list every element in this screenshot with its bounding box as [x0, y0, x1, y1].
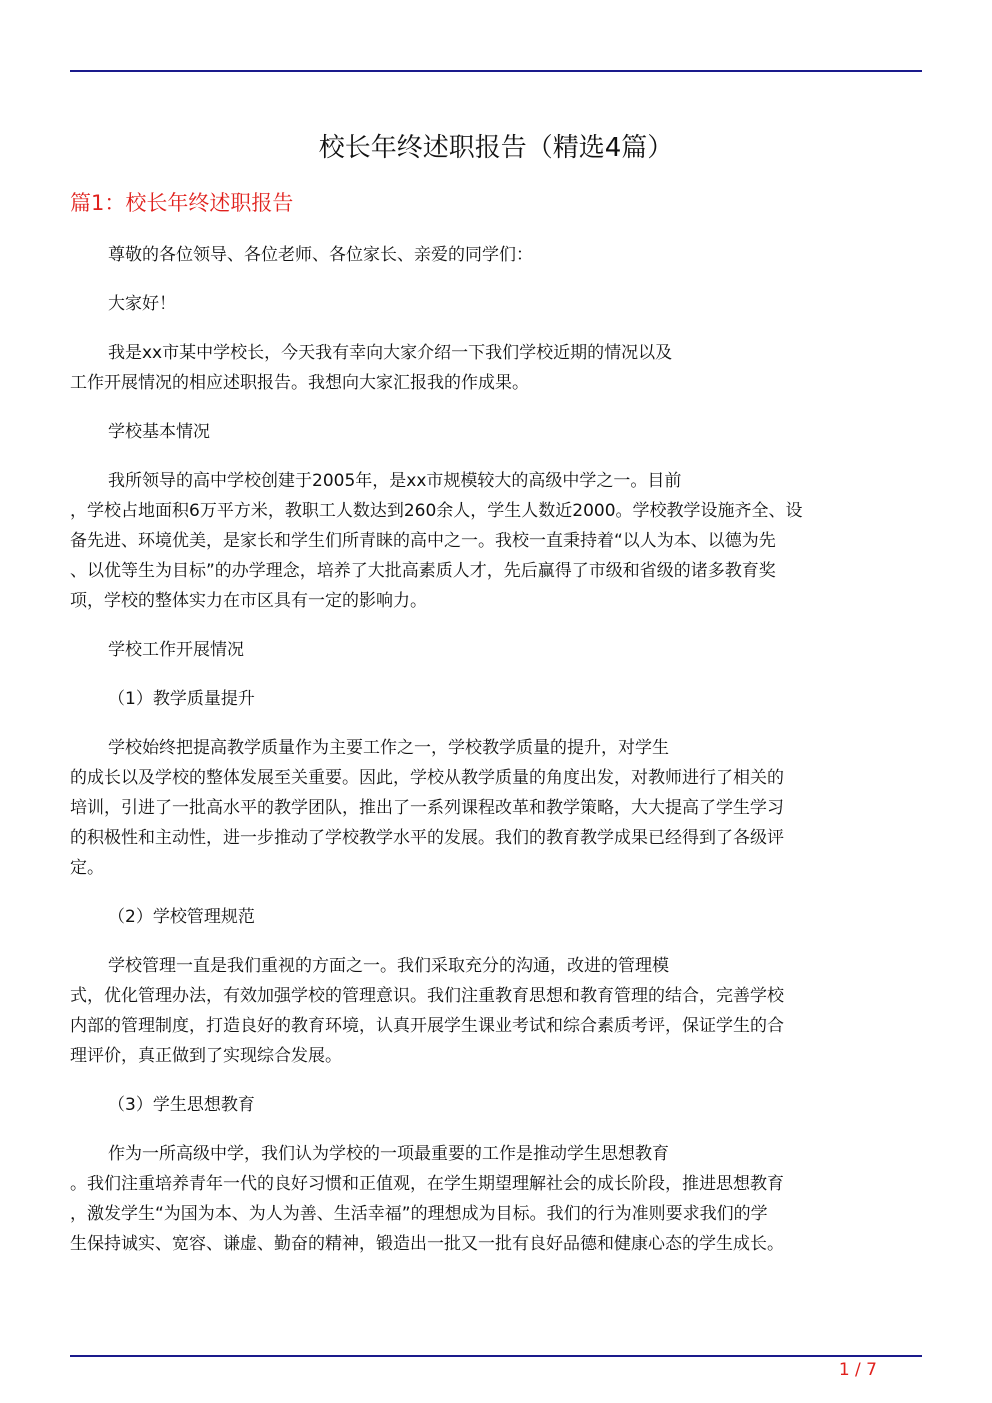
- paragraph-line: 式，优化管理办法，有效加强学校的管理意识。我们注重教育思想和教育管理的结合，完善学校: [70, 986, 784, 1006]
- paragraph-line: 尊敬的各位领导、各位老师、各位家长、亲爱的同学们：: [108, 245, 533, 265]
- paragraph-line: 工作开展情况的相应述职报告。我想向大家汇报我的作成果。: [70, 373, 529, 393]
- paragraph: [70, 1090, 912, 1120]
- paragraph-line: ，激发学生“为国为本、为人为善、生活幸福”的理想成为目标。我们的行为准则要求我们的学: [70, 1204, 768, 1224]
- paragraph-line: 大家好！: [108, 294, 176, 314]
- header-rule: [70, 70, 922, 72]
- paragraph: [70, 902, 912, 932]
- paragraph: [70, 417, 912, 447]
- footer-rule: [70, 1355, 922, 1357]
- paragraph: [70, 635, 912, 665]
- paragraph-line: 备先进、环境优美，是家长和学生们所青睐的高中之一。我校一直秉持着“以人为本、以德为先: [70, 531, 776, 551]
- paragraph-line: （1）教学质量提升: [108, 689, 255, 709]
- paragraph-line: 我所领导的高中学校创建于2005年，是xx市规模较大的高级中学之一。目前: [108, 471, 682, 491]
- paragraph-line: ，学校占地面积6万平方米，教职工人数达到260余人，学生人数近2000。学校教学设施齐全、设: [70, 501, 803, 521]
- document-body: [70, 240, 912, 1278]
- page-number: 1 / 7: [838, 1360, 877, 1380]
- paragraph: [70, 951, 912, 1071]
- paragraph-line: 。我们注重培养青年一代的良好习惯和正值观，在学生期望理解社会的成长阶段，推进思想教育: [70, 1174, 784, 1194]
- paragraph-line: 的成长以及学校的整体发展至关重要。因此，学校从教学质量的角度出发，对教师进行了相关的: [70, 768, 784, 788]
- paragraph: [70, 466, 912, 616]
- paragraph: [70, 1139, 912, 1259]
- document-title: 校长年终述职报告（精选4篇）: [318, 133, 674, 163]
- paragraph-line: 、以优等生为目标”的办学理念，培养了大批高素质人才，先后赢得了市级和省级的诸多教育奖: [70, 561, 776, 581]
- paragraph-line: 学校基本情况: [108, 422, 210, 442]
- paragraph-line: 理评价，真正做到了实现综合发展。: [70, 1046, 342, 1066]
- paragraph: [70, 289, 912, 319]
- paragraph-line: 项，学校的整体实力在市区具有一定的影响力。: [70, 591, 427, 611]
- paragraph: [70, 338, 912, 398]
- paragraph: [70, 684, 912, 714]
- paragraph-line: 学校管理一直是我们重视的方面之一。我们采取充分的沟通，改进的管理模: [108, 956, 669, 976]
- paragraph-line: 作为一所高级中学，我们认为学校的一项最重要的工作是推动学生思想教育: [108, 1144, 669, 1164]
- paragraph-line: （3）学生思想教育: [108, 1095, 255, 1115]
- paragraph-line: 的积极性和主动性，进一步推动了学校教学水平的发展。我们的教育教学成果已经得到了各级评: [70, 828, 784, 848]
- paragraph: [70, 240, 912, 270]
- section-heading: 篇1：校长年终述职报告: [70, 191, 294, 215]
- paragraph-line: 生保持诚实、宽容、谦虚、勤奋的精神，锻造出一批又一批有良好品德和健康心态的学生成长。: [70, 1234, 784, 1254]
- paragraph-line: 学校始终把提高教学质量作为主要工作之一，学校教学质量的提升，对学生: [108, 738, 669, 758]
- paragraph: [70, 733, 912, 883]
- paragraph-line: 内部的管理制度，打造良好的教育环境，认真开展学生课业考试和综合素质考评，保证学生的合: [70, 1016, 784, 1036]
- paragraph-line: 定。: [70, 858, 104, 878]
- paragraph-line: （2）学校管理规范: [108, 907, 255, 927]
- paragraph-line: 学校工作开展情况: [108, 640, 244, 660]
- paragraph-line: 我是xx市某中学校长，今天我有幸向大家介绍一下我们学校近期的情况以及: [108, 343, 673, 363]
- paragraph-line: 培训，引进了一批高水平的教学团队，推出了一系列课程改革和教学策略，大大提高了学生学习: [70, 798, 784, 818]
